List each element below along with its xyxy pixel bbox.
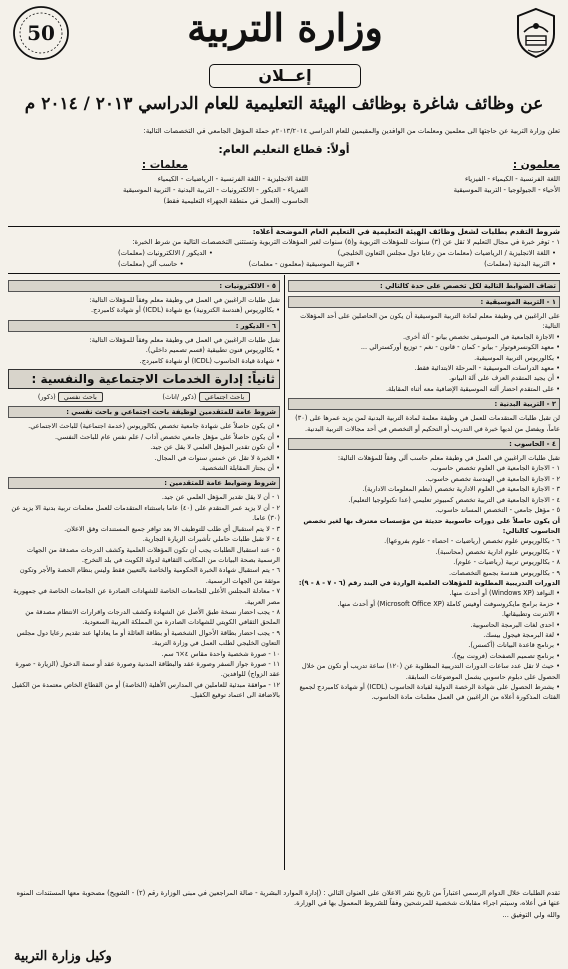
general-condition: ١١ - صورة جواز السفر وصورة عقد والبطاقة المدنية وصورة عقد أو سمة الدخول (الزيارة - صورة عقد الزواج) للوافدين. (15, 659, 280, 679)
male-teachers-title: معلمون : (512, 159, 560, 171)
researcher-condition: • أن تكون تقدير المؤهل العلمي لا يقل عن جيد. (150, 443, 280, 452)
psych-researcher-note: (ذكور) (37, 393, 56, 402)
social-researcher-role (162, 392, 250, 402)
researcher-conditions-title: شروط عامة للمتقدمين لوظيفة باحث اجتماعي و باحث نفسي : (8, 406, 280, 418)
footer-greeting: والله ولي التوفيق ... (502, 911, 560, 920)
column-divider (284, 275, 285, 870)
general-condition: ١ - أن لا يقل تقدير المؤهل العلمي عن جيد. (161, 493, 280, 502)
decor-line: • شهادة قيادة الحاسوب (ICDL) أو شهادة كامبردج. (139, 356, 280, 365)
male-teachers-block (350, 158, 560, 196)
computer-line: أن يكون حاصلاً على دورات حاسوبية حديثة من مؤسسات معترف بها لغير تخصص الحاسوب كالتالي: (303, 516, 560, 535)
computer-title: ٤ - الحاسوب : (288, 438, 560, 450)
researcher-condition: • الخبرة لا تقل عن خمس سنوات في المجال. (154, 453, 280, 462)
music-line: • بكالوريوس التربية الموسيقية. (474, 353, 560, 362)
general-condition: ٣ - لا يتم استقبال أي طلب للتوظيف الا بعد توافر جميع المستندات وفق الاعلان. (64, 524, 280, 533)
exception-item: • التربية البدنية (معلمات) (484, 260, 556, 268)
announcement-badge: إعــلان (209, 64, 361, 88)
pe-title: ٢ - التربية البدنية : (288, 398, 560, 410)
conditions-band (8, 226, 560, 274)
music-line: • معهد الدراسات الموسيقية - المرحلة الابتدائية فقط. (414, 364, 560, 373)
music-title: ١ - التربية الموسيقية : (288, 296, 560, 308)
researcher-condition: • ان يكون حاصلاً على شهادة جامعية تخصص بكالوريوس (خدمة اجتماعية) للباحث الاجتماعي. (28, 422, 280, 431)
male-subjects-line: اللغة الفرنسية - الكيمياء - الفيزياء (464, 175, 560, 183)
computer-line: ٦ - بكالوريوس علوم تخصص (رياضيات - احصاء - علوم بفروعها). (384, 537, 560, 546)
ministry-title: وزارة التربية (187, 5, 383, 50)
computer-line: ٨ - بكالوريوس تربية (رياضيات - علوم). (453, 558, 560, 567)
general-condition: ١٠ - صورة شخصية واحدة مقاس ٤×٦ سم. (161, 649, 280, 658)
general-conditions-block (8, 492, 280, 700)
general-condition: ٦ - يتم استقبال شهادة الخبرة الحكومية والخاصة بالتعيين فقط وليس بنظام الحصة والأجر وتكون موثقة من الجهات الرسمية. (19, 566, 280, 585)
footer (8, 888, 560, 921)
social-researcher-pill: باحث اجتماعي (199, 392, 251, 402)
computer-line: • احدى لغات البرمجة الحاسوبية. (470, 620, 560, 629)
electronics-line: • بكالوريوس (هندسة الكترونية) مع شهادة (ICDL) أو شهادة كامبردج. (91, 306, 280, 315)
computer-line: • برنامج تصميم الصفحات (فرونت بيج). (451, 651, 560, 660)
right-column (288, 276, 560, 706)
general-condition: ١٢ - موافقة مبدئية للعاملين في المدارس الأهلية (الخاصة) أو من القطاع الخاص معتمدة من الكفيل بالاضافة الى اعتماد توقيع الكفيل. (11, 680, 280, 700)
header (0, 0, 568, 62)
conditions-title: شروط التقدم بطلبات لشغل وظائف الهيئة التعليمية في التعليم العام الموضحة أعلاه: (252, 227, 560, 236)
section-general-education: أولاً: قطاع التعليم العام: (218, 143, 350, 156)
section-social-services: ثانياً: إدارة الخدمات الاجتماعية والنفسية : (8, 369, 280, 389)
decor-block (8, 335, 280, 366)
electronics-title: ٥ - الالكترونيات : (8, 280, 280, 292)
female-subjects-line: اللغة الانجليزية - اللغة الفرنسية - الرياضيات - الكيمياء (157, 175, 308, 183)
researcher-condition: • أن يكون حاصلاً على مؤهل جامعي تخصص آداب / علم نفس عام للباحث النفسي. (55, 432, 280, 441)
anniversary-logo-icon (10, 4, 72, 62)
computer-line: ٥ - مؤهل جامعي - التخصص المساند حاسوب. (435, 506, 560, 515)
general-condition: ٢ - أن لا يزيد عمر المتقدم على (٤٠) عاما باستثناء المتقدمات للعمل معلمات تربية بدنية الا يزيد عن (٣٠) عاما. (11, 503, 280, 523)
computer-block (288, 453, 560, 703)
signature: وكيل وزارة التربية (14, 949, 112, 964)
female-subjects-line: الحاسوب (العمل في منطقة الجهراء التعليمية فقط) (163, 197, 308, 205)
general-condition: ٨ - يجب احضار نسخة طبق الأصل عن الشهادة وكشف الدرجات واقرارات الانتظام مصدقة من الملحق الثقافي الكويتي للشهادات الصادرة من المملكة العربية السعودية. (25, 607, 280, 627)
conditions-line: ١ - توفر خبرة في مجال التعليم لا تقل عن (٣) سنوات للمؤهلات التربوية و(٥) سنوات لغير المؤهلات التربوية وتستثنى التخصصات التالية من شرط الخبرة: (132, 238, 560, 246)
exception-item: • اللغة الانجليزية / الرياضيات (معلمات من رعايا دول مجلس التعاون الخليجي) (337, 249, 556, 257)
exception-item: • التربية الموسيقية (معلمون - معلمات) (248, 260, 360, 268)
general-condition: ٤ - لا تقبل طلبات حاملي تأشيرات الزيارة التجارية. (142, 535, 280, 544)
exception-item: • حاسب آلي (معلمات) (118, 260, 184, 268)
computer-line: • الانترنت وتطبيقاتها. (501, 610, 560, 619)
left-column (8, 276, 280, 704)
female-subjects-line: الفيزياء - الديكور - الالكترونيات - التربية البدنية - التربية الموسيقية (123, 186, 308, 194)
general-condition: ٧ - معادلة المجلس الأعلى للجامعات الخاصة للشهادات الصادرة عن الجامعات الخاصة في جمهورية مصر العربية. (13, 587, 280, 606)
psych-researcher-role (38, 392, 103, 402)
music-line: • أن يجيد المتقدم العزف على آلة البيانو. (449, 374, 560, 383)
electronics-line: تقبل طلبات الراغبين في العمل في وظيفة معلم وفقاً للمؤهلات التالية: (89, 296, 280, 304)
anniversary-numeral: 50 (27, 21, 55, 45)
decor-title: ٦ - الديكور : (8, 320, 280, 332)
computer-line: ٤ - الاجازة الجامعية في التربية تخصص كمبيوتر تعليمي (عدا تكنولوجيا التعليم). (348, 495, 560, 504)
pe-line: لن تقبل طلبات المتقدمات للعمل في وظيفة معلمة لمادة التربية البدنية لمن يزيد عمرها على (٣٠) عاماً، ويفضل من لديها خبرة في التدريب أو التحكيم أو التخصص في أحد مجالات التربية البدنية. (295, 414, 560, 433)
exception-item: • الديكور / الالكترونيات (معلمات) (118, 249, 213, 257)
computer-line: • حيث لا تقل عدد ساعات الدورات التدريبية المطلوبة عن (١٢٠) ساعة تدريب أو تكون من خلال الحصول على دبلوم حاسوبي يشمل الموضوعات السابقة. (301, 662, 560, 681)
footer-text: تقدم الطلبات خلال الدوام الرسمي اعتباراً من تاريخ نشر الاعلان على العنوان التالي : (إدارة الموارد البشرية - صالة المراجعين في مبنى الوزارة رقم (٢) - الشويخ) مصحوبة معها المستندات المنوه عنها في أعلاه، وسيتم اجراء مقابلات شخصية للمرشحين وفقاً للشروط المعمول بها في الوزارة. (16, 889, 560, 908)
computer-line: تقبل طلبات الراغبين في العمل في وظيفة معلم حاسب آلي وفقاً للمؤهلات التالية: (337, 454, 560, 463)
computer-line: ١ - الاجازة الجامعية في العلوم تخصص حاسوب. (430, 464, 560, 473)
computer-line: ٧ - بكالوريوس علوم ادارية تخصص (محاسبة). (435, 547, 560, 556)
computer-line: • لغة البرمجة فيجول بيسك. (483, 630, 560, 639)
female-teachers-title: معلمات : (141, 159, 188, 171)
music-line: • على المتقدم احضار آلته الموسيقية الإضافية معه أثناء المقابلة. (385, 384, 560, 393)
decor-line: تقبل طلبات الراغبين في العمل في وظيفة معلم وفقاً للمؤهلات التالية: (89, 335, 280, 344)
music-block (288, 311, 560, 394)
rules-lead: تضاف الضوابط التالية لكل تخصص على حدة كالتالي : (288, 280, 560, 292)
computer-line: • حزمة برامج مايكروسوفت أوفيس كاملة (Microsoft Office XP) أو أحدث منها. (337, 599, 560, 608)
general-condition: ٥ - عند استقبال الطلبات يجب أن تكون المؤهلات العلمية وكشف الدرجات مصدقة من الجهات الرسمية بصحة البيانات من المكاتب الثقافية لدولة الكويت في بلد التخرج. (26, 545, 280, 564)
music-line: على الراغبين في وظيفة معلم لمادة التربية الموسيقية أن يكون من الحاصلين على أحد المؤهلات التالية: (300, 312, 560, 331)
intro-text: تعلن وزارة التربية عن حاجتها الى معلمين ومعلمات من الوافدين والمقيمين للعام الدراسي ٢٠١٣/٢٠١٤م حملة المؤهل الجامعي في التخصصات التالية: (143, 127, 560, 135)
researcher-condition: • أن يجتاز المقابلة الشخصية. (199, 464, 280, 473)
researcher-roles (8, 392, 280, 402)
electronics-block (8, 295, 280, 316)
pe-block (288, 413, 560, 434)
researcher-conditions-block (8, 421, 280, 473)
social-researcher-note: (ذكور /اناث) (162, 393, 197, 402)
computer-line: • يشترط الحصول على شهادة الرخصة الدولية لقيادة الحاسوب (ICDL) أو شهادة كامبردج لجميع الفئات المذكورة أعلاه من الراغبين في العمل معلمات مادة الحاسوب. (299, 683, 560, 702)
music-line: • الاجازة الجامعية في الموسيقى تخصص بيانو - آلة أخرى. (403, 332, 560, 341)
psych-researcher-pill: باحث نفسي (58, 392, 103, 402)
male-subjects-line: الأحياء - الجيولوجيا - التربية الموسيقية (453, 186, 560, 194)
kuwait-emblem-icon (512, 6, 560, 60)
headline: عن وظائف شاغرة بوظائف الهيئة التعليمية للعام الدراسي ٢٠١٣ / ٢٠١٤ م (24, 94, 544, 114)
general-condition: ٩ - يجب احضار بطاقة الأحوال الشخصية أو بطاقة العائلة أو ما يعادلها عند تقديم رعايا دول مجلس التعاون الخليجي لطلب العمل في وزارة التربية. (16, 628, 280, 648)
computer-line: • النوافذ (Windows XP) أو أحدث منها. (449, 589, 560, 598)
general-conditions-title: شروط وضوابط عامة للمتقدمين : (8, 477, 280, 489)
decor-line: • بكالوريوس فنون تطبيقية (قسم تصميم داخلي). (145, 346, 280, 355)
computer-line: ٢ - الاجازة الجامعية في الهندسة تخصص حاسوب. (425, 474, 560, 483)
computer-line: ٩ - بكالوريوس هندسة بجميع التخصصات. (448, 568, 560, 577)
music-line: • معهد الكونسرفوتوار - بيانو - كمان - قانون - نغم - توزيع أوركسترالي ... (360, 343, 560, 352)
computer-line: • برنامج قاعدة البيانات (أكسس). (468, 641, 560, 650)
computer-line: الدورات التدريبية المطلوبة للمؤهلات العلمية الواردة في البند رقم (٦ - ٧ - ٨ - ٩): (298, 578, 560, 587)
female-teachers-block (8, 158, 308, 207)
computer-line: ٣ - الاجازة الجامعية في العلوم الادارية تخصص (نظم المعلومات الادارية). (362, 485, 560, 494)
